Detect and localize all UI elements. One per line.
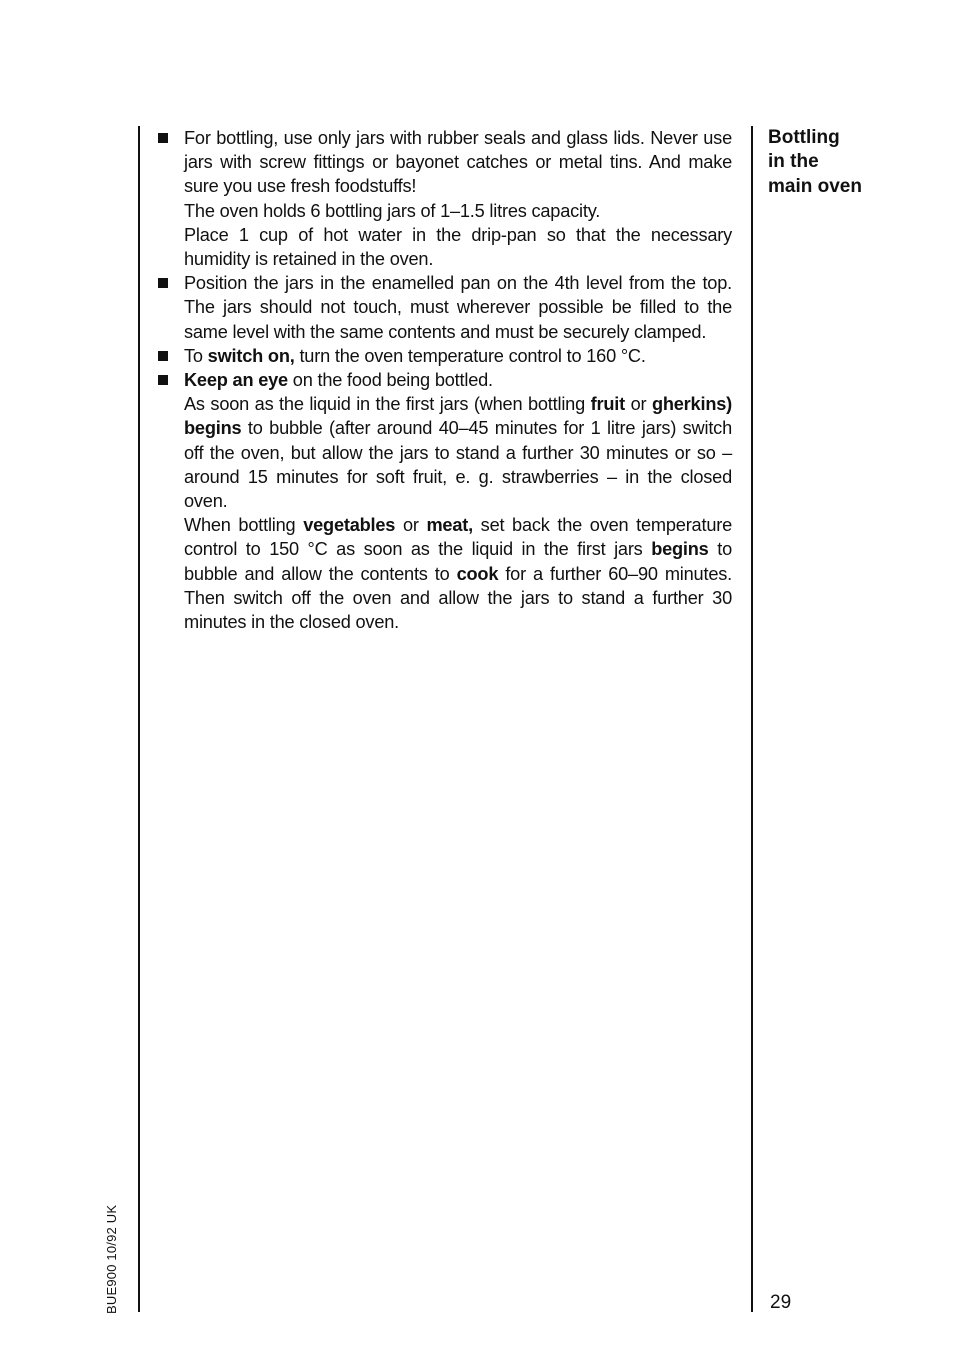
bold-text: meat, (426, 515, 473, 536)
heading-line: Bottling (768, 127, 840, 148)
paragraph (184, 513, 732, 634)
bold-text: Keep an eye (184, 370, 288, 391)
right-margin-rule (751, 126, 753, 1312)
instruction-item (158, 126, 732, 271)
text-run: set back the oven temperature control to 150 °C as soon as the liquid in the first jars (184, 515, 733, 560)
text-run: to bubble (after around 40–45 minutes for 1 litre jars) switch off the oven, but allow the jars to stand a further 30 minutes or so – around 15 minutes for soft fruit, e. g. strawberries – in the closed oven. (184, 418, 732, 512)
text-run: When bottling (184, 515, 304, 536)
instruction-item (158, 271, 732, 344)
text-run: As soon as the liquid in the first jars (when bottling (184, 394, 591, 415)
bold-text: begins (651, 539, 709, 560)
bold-text: switch on, (207, 345, 295, 366)
paragraph: For bottling, use only jars with rubber seals and glass lids. Never use jars with screw fittings or bayonet catches or metal tins. And make sure you use fresh foodstuffs! (184, 128, 732, 197)
bullet-icon (158, 375, 168, 385)
instruction-item (158, 344, 732, 368)
paragraph: Place 1 cup of hot water in the drip-pan so that the necessary humidity is retained in the oven. (184, 224, 732, 270)
paragraph (184, 368, 732, 392)
text-run: on the food being bottled. (287, 370, 493, 391)
bold-text: vegetables (303, 515, 396, 536)
paragraph (184, 392, 732, 513)
bold-text: fruit (590, 394, 625, 415)
text-run: To (184, 345, 208, 366)
text-run: turn the oven temperature control to 160 °C. (294, 345, 646, 366)
text-run: for a further 60–90 minutes. Then switch off the oven and allow the jars to stand a further 30 minutes in the closed oven. (184, 563, 732, 633)
instruction-item (158, 368, 732, 634)
bold-text: cook (456, 563, 499, 584)
page-number: 29 (770, 1292, 792, 1313)
text-run: to bubble and allow the contents to (184, 539, 732, 584)
bullet-icon (158, 351, 168, 361)
text-run: or (395, 515, 427, 536)
bullet-icon (158, 133, 168, 143)
text-run: or (624, 394, 652, 415)
heading-line: main oven (768, 175, 862, 197)
document-code: BUE900 10/92 UK (104, 1204, 119, 1314)
paragraph: The oven holds 6 bottling jars of 1–1.5 litres capacity. (184, 200, 601, 221)
left-margin-rule (138, 126, 140, 1312)
section-heading (768, 126, 918, 199)
bold-text: gherkins) begins (184, 394, 732, 439)
bullet-icon (158, 278, 168, 288)
heading-line: in the (768, 151, 819, 173)
paragraph: Position the jars in the enamelled pan on the 4th level from the top. The jars should not touch, must wherever possible be filled to the same level with the same contents and must be securely clamped. (184, 273, 732, 342)
paragraph (184, 344, 732, 368)
instructions-body (158, 126, 732, 634)
